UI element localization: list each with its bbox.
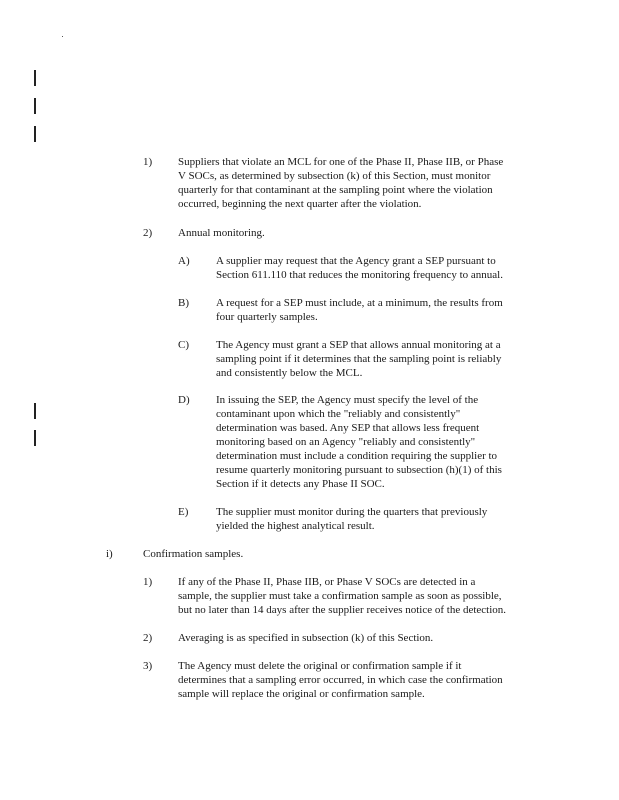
change-bar <box>34 70 36 86</box>
item-label: 1) <box>143 576 153 588</box>
item-text: The Agency must grant a SEP that allows annual monitoring at a sampling point if it determines that the sampling point is reliably and consistently below the MCL. <box>216 339 502 379</box>
item-text: If any of the Phase II, Phase IIB, or Phase V SOCs are detected in a sample, the supplier must take a confirmation sample as soon as possible, but no later than 14 days after the supplier receives notice of the detection. <box>178 576 507 616</box>
item-text: A request for a SEP must include, at a minimum, the results from four quarterly samples. <box>216 297 503 323</box>
item-label: 1) <box>143 156 153 168</box>
item-text: In issuing the SEP, the Agency must specify the level of the contaminant upon which the "reliably and consistently" determination was based. Any SEP that allows less frequent monitoring based on an Agency "reliably and consistently" determination must include a condition requiring the supplier to resume quarterly monitoring pursuant to subsection (h)(1) of this Section if it detects any Phase II SOC. <box>216 394 502 490</box>
scan-speck <box>62 36 63 37</box>
item-text: Averaging is as specified in subsection (k) of this Section. <box>178 632 434 644</box>
item-label: C) <box>178 339 189 351</box>
item-text: Annual monitoring. <box>178 227 265 239</box>
item-text: Suppliers that violate an MCL for one of the Phase II, Phase IIB, or Phase V SOCs, as determined by subsection (k) of this Section, must monitor quarterly for that contaminant at the sampling point where the violation occurred, beginning the next quarter after the violation. <box>178 156 504 210</box>
change-bar <box>34 126 36 142</box>
item-text: The Agency must delete the original or confirmation sample if it determines that a sampling error occurred, in which case the confirmation sample will replace the original or confirmation sample. <box>178 660 503 700</box>
change-bar <box>34 403 36 419</box>
item-label: A) <box>178 255 190 267</box>
item-text: The supplier must monitor during the quarters that previously yielded the highest analytical result. <box>216 506 488 532</box>
item-text: A supplier may request that the Agency grant a SEP pursuant to Section 611.110 that reduces the monitoring frequency to annual. <box>216 255 503 281</box>
item-label: 2) <box>143 632 153 644</box>
change-bar <box>34 98 36 114</box>
section-title: Confirmation samples. <box>143 548 244 560</box>
item-label: 3) <box>143 660 153 672</box>
item-label: E) <box>178 506 189 518</box>
item-label: D) <box>178 394 190 406</box>
item-label: 2) <box>143 227 153 239</box>
item-label: B) <box>178 297 189 309</box>
section-label: i) <box>106 548 113 560</box>
change-bar <box>34 430 36 446</box>
